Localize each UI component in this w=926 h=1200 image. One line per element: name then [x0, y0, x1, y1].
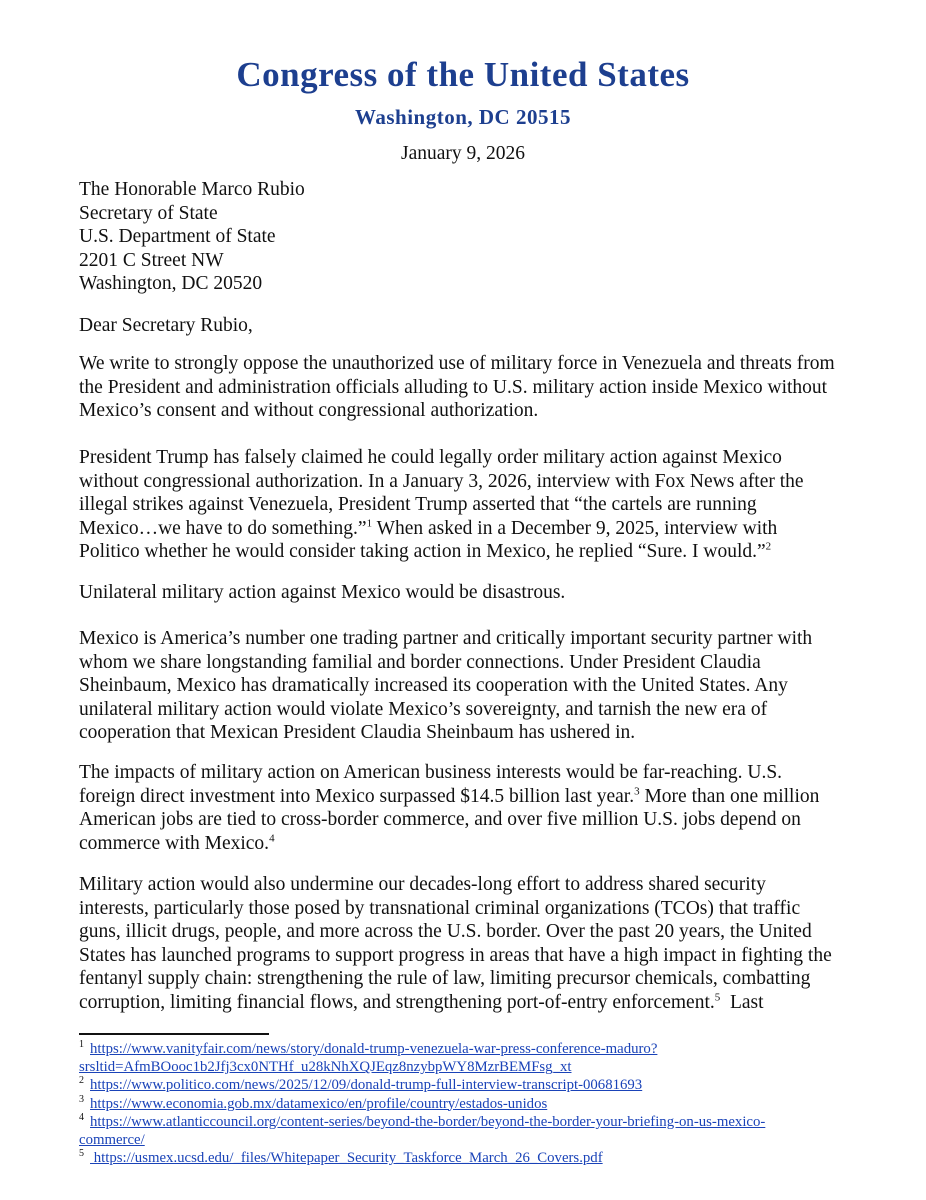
footnote-link-4-continued[interactable]: commerce/ [79, 1132, 145, 1149]
footnote-number: 5 [79, 1148, 84, 1160]
paragraph-5-line [79, 832, 859, 856]
paragraph-5-text: commerce with Mexico. [79, 832, 270, 854]
footnote-link-4[interactable]: https://www.atlanticcouncil.org/content-series/beyond-the-border/beyond-the-border-your-briefing-on-us-mexico- [90, 1113, 766, 1130]
footnote-divider [79, 1033, 269, 1035]
paragraph-4-line: cooperation that Mexican President Claudia Sheinbaum has ushered in. [79, 722, 636, 744]
footnote-ref-5[interactable]: 5 [714, 991, 721, 1004]
paragraph-2-line: President Trump has falsely claimed he could legally order military action against Mexico [79, 447, 782, 468]
paragraph-2 [79, 446, 859, 564]
footnotes [79, 1040, 879, 1167]
paragraph-1-line: the President and administration officials alluding to U.S. military action inside Mexico without [79, 376, 828, 398]
paragraph-3 [79, 581, 859, 605]
recipient-street: 2201 C Street NW [79, 249, 224, 271]
footnote-4 [79, 1113, 879, 1149]
paragraph-1-line: Mexico’s consent and without congressional authorization. [79, 400, 539, 422]
paragraph-1 [79, 352, 859, 423]
footnote-ref-2[interactable]: 2 [765, 540, 772, 553]
footnote-ref-1[interactable]: 1 [366, 517, 373, 530]
paragraph-5-line: American jobs are tied to cross-border commerce, and over five million U.S. jobs depend on [79, 809, 801, 831]
paragraph-2-line [79, 540, 859, 564]
paragraph-6-line: fentanyl supply chain: strengthening the rule of law, limiting precursor chemicals, combatting [79, 968, 811, 990]
footnote-number: 3 [79, 1093, 84, 1105]
footnote-number: 1 [79, 1039, 84, 1051]
footnote-link-1-continued[interactable]: srsltid=AfmBOooc1b2Jfj3cx0NTHf_u28kNhXQJEqz8nzybpWY8MzrBEMFsg_xt [79, 1059, 572, 1076]
paragraph-6-line: Military action would also undermine our decades-long effort to address shared security [79, 874, 766, 895]
paragraph-2-line: without congressional authorization. In a January 3, 2026, interview with Fox News after the [79, 470, 804, 492]
paragraph-3-line: Unilateral military action against Mexico would be disastrous. [79, 582, 566, 603]
paragraph-2-line: illegal strikes against Venezuela, President Trump asserted that “the cartels are running [79, 494, 757, 516]
footnote-number: 4 [79, 1111, 84, 1123]
footnote-number: 2 [79, 1075, 84, 1087]
letterhead-title: Congress of the United States [236, 55, 690, 94]
paragraph-4 [79, 627, 859, 745]
salutation: Dear Secretary Rubio, [79, 315, 253, 336]
recipient-address [79, 178, 305, 296]
paragraph-2-text: Mexico…we have to do something.” [79, 517, 367, 539]
paragraph-5-text: More than one million [639, 785, 820, 807]
paragraph-2-line [79, 517, 859, 541]
recipient-department: U.S. Department of State [79, 226, 276, 247]
letter-date: January 9, 2026 [400, 143, 526, 164]
paragraph-6-line: States has launched programs to support progress in areas that have a high impact in fighting the [79, 944, 832, 966]
footnote-link-1[interactable]: https://www.vanityfair.com/news/story/donald-trump-venezuela-war-press-conference-maduro? [90, 1041, 658, 1057]
recipient-name: The Honorable Marco Rubio [79, 179, 305, 200]
paragraph-4-line: whom we share longstanding familial and border connections. Under President Claudia [79, 651, 761, 673]
paragraph-4-line: Sheinbaum, Mexico has dramatically increased its cooperation with the United States. Any [79, 675, 788, 697]
recipient-city: Washington, DC 20520 [79, 273, 263, 294]
letterhead-address: Washington, DC 20515 [355, 105, 571, 129]
paragraph-5 [79, 761, 859, 855]
footnote-link-3[interactable]: https://www.economia.gob.mx/datamexico/en/profile/country/estados-unidos [90, 1095, 548, 1112]
paragraph-6-line: guns, illicit drugs, people, and more across the U.S. border. Over the past 20 years, the United [79, 921, 812, 943]
paragraph-4-line: unilateral military action would violate Mexico’s sovereignty, and tarnish the new era of [79, 698, 768, 720]
paragraph-5-text: foreign direct investment into Mexico surpassed $14.5 billion last year. [79, 785, 635, 807]
paragraph-2-text: When asked in a December 9, 2025, interview with [372, 517, 778, 539]
footnote-link-5[interactable]: https://usmex.ucsd.edu/_files/Whitepaper_Security_Taskforce_March_26_Covers.pdf [90, 1150, 603, 1167]
paragraph-6-text: corruption, limiting financial flows, and strengthening port-of-entry enforcement. [79, 991, 715, 1013]
paragraph-1-line: We write to strongly oppose the unauthorized use of military force in Venezuela and threats from [79, 353, 835, 374]
paragraph-2-text: Politico whether he would consider taking action in Mexico, he replied “Sure. I would.” [79, 541, 766, 563]
paragraph-6-text: Last [720, 991, 764, 1013]
paragraph-6-line: interests, particularly those posed by transnational criminal organizations (TCOs) that traffic [79, 897, 801, 919]
footnote-5 [79, 1149, 879, 1167]
paragraph-5-line [79, 785, 859, 809]
paragraph-6 [79, 873, 859, 1015]
paragraph-4-line: Mexico is America’s number one trading partner and critically important security partner with [79, 628, 813, 649]
paragraph-5-line: The impacts of military action on American business interests would be far-reaching. U.S. [79, 762, 783, 783]
recipient-title: Secretary of State [79, 202, 218, 224]
paragraph-6-line [79, 991, 859, 1015]
footnote-ref-4[interactable]: 4 [269, 832, 275, 845]
footnote-link-2[interactable]: https://www.politico.com/news/2025/12/09/donald-trump-full-interview-transcript-00681693 [90, 1077, 643, 1094]
footnote-ref-3[interactable]: 3 [634, 785, 640, 798]
footnote-3 [79, 1095, 879, 1113]
footnote-1 [79, 1040, 879, 1076]
footnote-2 [79, 1076, 879, 1094]
